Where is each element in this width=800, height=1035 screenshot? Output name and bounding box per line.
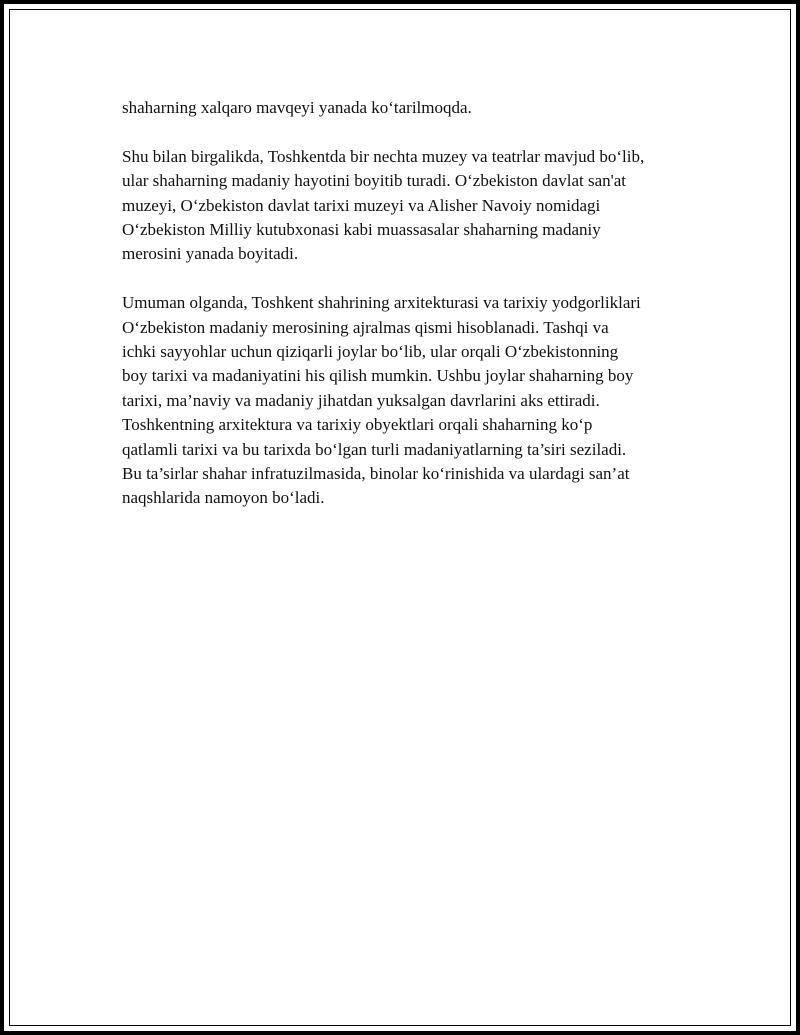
text-line: qatlamli tarixi va bu tarixda bo‘lgan turli madaniyatlarning ta’siri seziladi. (122, 439, 627, 459)
paragraph-2 (122, 145, 722, 267)
paragraph-1 (122, 96, 722, 120)
text-line: ular shaharning madaniy hayotini boyitib turadi. O‘zbekiston davlat san'at (122, 171, 626, 191)
document-body (122, 96, 722, 535)
text-line: Toshkentning arxitektura va tarixiy obyektlari orqali shaharning ko‘p (122, 415, 593, 435)
text-line: Shu bilan birgalikda, Toshkentda bir nechta muzey va teatrlar mavjud bo‘lib, (122, 146, 645, 166)
text-line: naqshlarida namoyon bo‘ladi. (122, 488, 325, 508)
text-line: O‘zbekiston Milliy kutubxonasi kabi muassasalar shaharning madaniy (122, 220, 601, 240)
text-line: tarixi, ma’naviy va madaniy jihatdan yuksalgan davrlarini aks ettiradi. (122, 390, 600, 410)
text-line: muzeyi, O‘zbekiston davlat tarixi muzeyi va Alisher Navoiy nomidagi (122, 195, 601, 215)
text-line: ichki sayyohlar uchun qiziqarli joylar bo‘lib, ular orqali O‘zbekistonning (122, 342, 619, 362)
paragraph-3 (122, 291, 722, 511)
text-line: Umuman olganda, Toshkent shahrining arxitekturasi va tarixiy yodgorliklari (122, 293, 641, 313)
text-line: O‘zbekiston madaniy merosining ajralmas qismi hisoblanadi. Tashqi va (122, 317, 609, 337)
text-line: boy tarixi va madaniyatini his qilish mumkin. Ushbu joylar shaharning boy (122, 366, 634, 386)
text-line: Bu ta’sirlar shahar infratuzilmasida, binolar ko‘rinishida va ulardagi san’at (122, 464, 630, 484)
text-line: shaharning xalqaro mavqeyi yanada ko‘tarilmoqda. (122, 98, 472, 117)
text-line: merosini yanada boyitadi. (122, 244, 299, 264)
